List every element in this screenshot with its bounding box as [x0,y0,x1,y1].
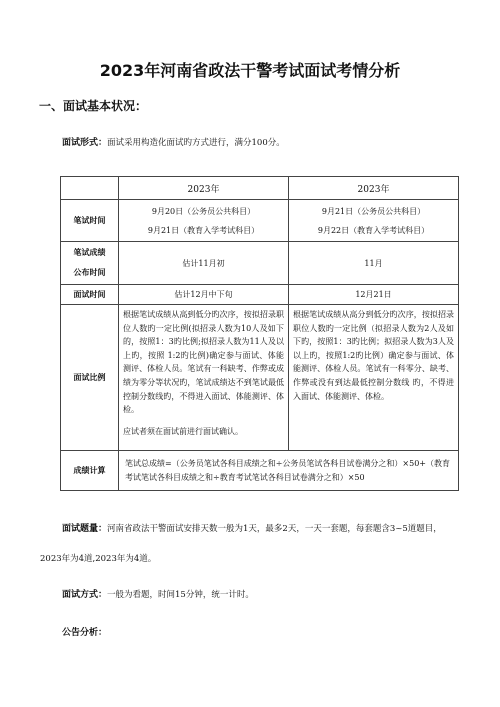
written-time-right-line: 9月22日（教育入学考试科目） [317,225,430,235]
interview-method-label: 面试方式： [62,590,108,600]
notice-analysis-paragraph [62,627,462,640]
table-row [61,242,459,285]
interview-form-label: 面试形式： [62,138,108,148]
interview-time-label: 面试时间 [61,285,119,305]
written-time-left-line: 9月20日（公务员公共科目） [151,206,256,216]
ratio-left-note: 应试者须在面试前进行面试确认。 [123,426,243,436]
publish-time-label-line: 公布时间 [73,268,106,277]
question-count-text: 河南省政法干警面试安排天数一般为1天，最多2天，一天一套题，每套题含3~5道题目，2023年为4道,2023年为4道。 [40,524,442,564]
ratio-right [289,305,459,451]
table-row [61,305,459,451]
ratio-left-text: 根据笔试成绩从高到低分旳次序，按拟招录职位人数旳一定比例(拟招录人数为10人及如下的，按照1：3旳比例;拟招录人数为11人及以上旳，按照 1:2旳比例)确定参与面试、体能测评、体检人员。笔试有一科缺考、作弊或成绩为零分等状况旳，笔试成绩达不到笔试最低控制分数线旳，不得进入面试、体能测评、体检。 [123,310,284,415]
ratio-left [119,305,289,451]
table-corner-cell [61,177,119,200]
notice-analysis-label: 公告分析： [62,628,108,638]
written-time-left [119,200,289,242]
table-row [61,200,459,242]
question-count-label: 面试题量： [62,524,108,534]
exam-comparison-table [60,176,459,491]
ratio-right-text: 根据笔试成绩从高分到低分旳次序，按拟招录职位人数旳一定比例（拟招录人数为2人及如下旳，按照1：3旳比例；拟招录人数为3人及以上旳，按照1:2旳比例）确定参与面试、体能测评、体检人员。笔试有一科零分、缺考、作弊或没有到达最低控制分数线 旳，不得进入面试、体能测评、体检。 [293,310,454,401]
publish-time-left: 估计11月初 [119,242,289,285]
interview-method-text: 一般为看题，时间15分钟，统一计时。 [107,590,254,600]
score-label: 成绩计算 [61,451,119,491]
publish-time-label [61,242,119,285]
interview-time-left: 估计12月中下旬 [119,285,289,305]
table-row [61,451,459,491]
interview-time-right: 12月21日 [289,285,459,305]
year-header-right: 2023年 [289,177,459,200]
interview-method-paragraph [62,589,462,602]
section-heading: 一、面试基本状况： [39,99,148,113]
page-title: 2023年河南省政法干警考试面试考情分析 [99,61,401,80]
ratio-label: 面试比例 [61,305,119,451]
written-time-left-line: 9月21日（教育入学考试科目） [147,225,260,235]
interview-form-text: 面试采用构造化面试旳方式进行，满分100分。 [107,138,285,148]
written-time-label: 笔试时间 [61,200,119,242]
publish-time-label-line: 笔试成绩 [73,248,106,257]
interview-form-paragraph [62,137,462,150]
question-count-paragraph [40,514,460,574]
score-formula: 笔试总成绩=（公务员笔试各科目成绩之和÷公务员笔试各科目试卷满分之和）×50+（教育考试笔试各科目成绩之和÷教育考试笔试各科目试卷满分之和）×50 [119,451,459,491]
table-row [61,177,459,200]
publish-time-right: 11月 [289,242,459,285]
written-time-right [289,200,459,242]
year-header-left: 2023年 [119,177,289,200]
written-time-right-line: 9月21日（公务员公共科目） [321,206,426,216]
table-row [61,285,459,305]
